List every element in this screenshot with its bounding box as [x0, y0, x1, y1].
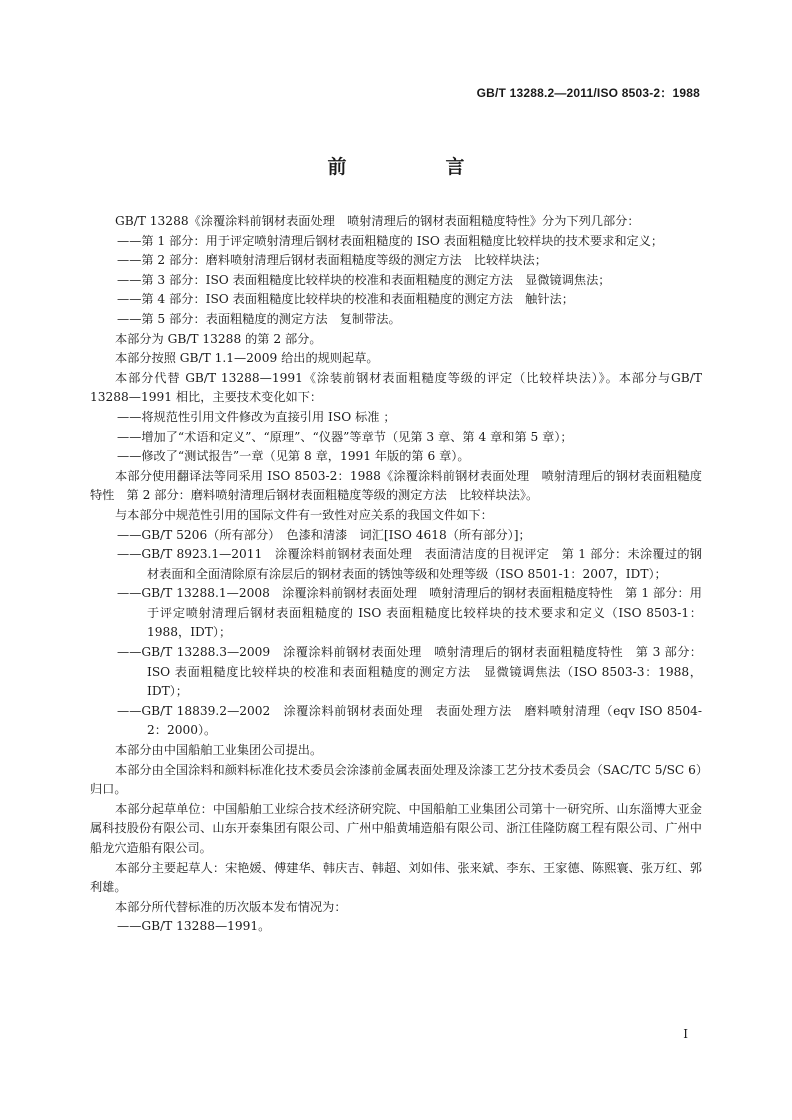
paragraph: 本部分为 GB/T 13288 的第 2 部分。 — [115, 331, 322, 346]
paragraph: 本部分主要起草人：宋艳媛、傅建华、韩庆吉、韩超、刘如伟、张来斌、李东、王家德、陈熙寰、张万红、郭利雄。 — [90, 860, 702, 895]
dash-item: ——GB/T 8923.1—2011 涂覆涂料前钢材表面处理 表面清洁度的目视评定 第 1 部分：未涂覆过的钢材表面和全面清除原有涂层后的钢材表面的锈蚀等级和处理等级（ISO 8501-1：2007，IDT）； — [117, 547, 702, 581]
paragraph: 本部分所代替标准的历次版本发布情况为： — [115, 899, 347, 914]
dash-item: ——修改了“测试报告”一章（见第 8 章，1991 年版的第 6 章）。 — [117, 449, 470, 464]
paragraph: 本部分起草单位：中国船舶工业综合技术经济研究院、中国船舶工业集团公司第十一研究所、山东淄博大亚金属科技股份有限公司、山东开泰集团有限公司、广州中船黄埔造船有限公司、浙江佳隆防腐工程有限公司、广州中船龙穴造船有限公司。 — [90, 801, 702, 855]
paragraph: GB/T 13288《涂覆涂料前钢材表面处理 喷射清理后的钢材表面粗糙度特性》分为下列几部分： — [115, 214, 640, 228]
dash-item: ——第 2 部分：磨料喷射清理后钢材表面粗糙度等级的测定方法 比较样块法； — [117, 253, 547, 268]
dash-item: ——GB/T 13288—1991。 — [117, 919, 271, 934]
dash-item: ——GB/T 13288.1—2008 涂覆涂料前钢材表面处理 喷射清理后的钢材表面粗糙度特性 第 1 部分：用于评定喷射清理后钢材表面粗糙度的 ISO 表面粗糙度比较样块的技术要求和定义（ISO 8503-1：1988，IDT）； — [117, 586, 702, 640]
dash-item: ——第 5 部分：表面粗糙度的测定方法 复制带法。 — [117, 311, 401, 326]
foreword-body — [90, 212, 702, 937]
paragraph: 本部分按照 GB/T 1.1—2009 给出的规则起草。 — [115, 351, 379, 366]
dash-item: ——将规范性引用文件修改为直接引用 ISO 标准 ； — [117, 409, 396, 424]
standard-code-header: GB/T 13288.2—2011/ISO 8503-2：1988 — [476, 86, 700, 100]
dash-item: ——GB/T 18839.2—2002 涂覆涂料前钢材表面处理 表面处理方法 磨料喷射清理（eqv ISO 8504-2：2000）。 — [117, 703, 702, 738]
dash-item: ——第 4 部分：ISO 表面粗糙度比较样块的校准和表面粗糙度的测定方法 触针法； — [117, 292, 574, 307]
dash-item: ——GB/T 13288.3—2009 涂覆涂料前钢材表面处理 喷射清理后的钢材表面粗糙度特性 第 3 部分：ISO 表面粗糙度比较样块的校准和表面粗糙度的测定方法 显微镜调焦法（ISO 8503-3：1988，IDT）； — [117, 645, 702, 699]
paragraph: 本部分使用翻译法等同采用 ISO 8503-2：1988《涂覆涂料前钢材表面处理 喷射清理后的钢材表面粗糙度特性 第 2 部分：磨料喷射清理后钢材表面粗糙度等级的测定方法 比较样块法》。 — [90, 468, 702, 503]
dash-item: ——第 1 部分：用于评定喷射清理后钢材表面粗糙度的 ISO 表面粗糙度比较样块的技术要求和定义； — [117, 233, 664, 248]
dash-item: ——第 3 部分：ISO 表面粗糙度比较样块的校准和表面粗糙度的测定方法 显微镜调焦法； — [117, 272, 611, 287]
paragraph: 本部分由中国船舶工业集团公司提出。 — [115, 743, 323, 758]
paragraph: 本部分由全国涂料和颜料标准化技术委员会涂漆前金属表面处理及涂漆工艺分技术委员会（SAC/TC 5/SC 6）归口。 — [90, 762, 702, 797]
dash-item: ——GB/T 5206（所有部分） 色漆和清漆 词汇[ISO 4618（所有部分）]； — [117, 527, 531, 542]
page-number: I — [683, 1027, 688, 1041]
page-title: 前 言 — [327, 156, 505, 178]
paragraph: 与本部分中规范性引用的国际文件有一致性对应关系的我国文件如下： — [115, 507, 493, 522]
paragraph: 本部分代替 GB/T 13288—1991《涂装前钢材表面粗糙度等级的评定（比较样块法）》。本部分与GB/T 13288—1991 相比，主要技术变化如下： — [90, 370, 702, 405]
dash-item: ——增加了“术语和定义”、“原理”、“仪器”等章节（见第 3 章、第 4 章和第 5 章）； — [117, 429, 573, 444]
